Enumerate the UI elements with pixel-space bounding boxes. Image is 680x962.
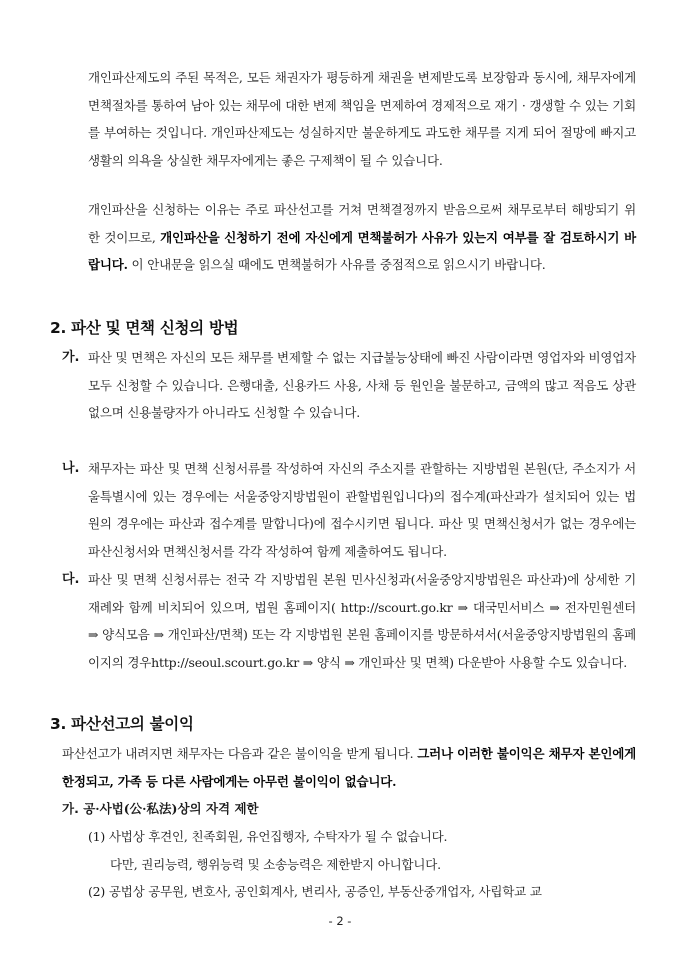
item-text: 파산 및 면책은 자신의 모든 채무를 변제할 수 없는 지급불능상태에 빠진 사람이라면 영업자와 비영업자 모두 신청할 수 있습니다. 은행대출, 신용카드 사용, 사채 등 원인을 불문하고, 금액의 많고 적음도 상관없으며 신용불량자가 아니라도 신청할 수 있습니다. xyxy=(88,350,636,420)
section-3-intro-start: 파산선고가 내려지면 채무자는 다음과 같은 불이익을 받게 됩니다. xyxy=(62,746,418,761)
section-2-item-na xyxy=(62,455,636,565)
section-2-item-da xyxy=(62,566,636,676)
intro-paragraph-2-emphasis: 개인파산을 신청하기 전에 자신에게 면책불허가 사유가 있는지 여부를 잘 검토하시기 바랍니다. xyxy=(88,229,636,272)
section-3-item-2: (2) 공법상 공무원, 변호사, 공인회계사, 변리사, 공증인, 부동산중개업자, 사립학교 교 xyxy=(88,884,542,899)
intro-paragraph-2-end: 이 안내문을 읽으실 때에도 면책불허가 사유를 중점적으로 읽으시기 바랍니다. xyxy=(127,257,546,272)
section-2-item-ga xyxy=(62,344,636,427)
section-3-subheading xyxy=(62,795,259,823)
subheading-title: 공·사법(公·私法)상의 자격 제한 xyxy=(83,801,259,816)
subheading-marker: 가. xyxy=(62,801,79,816)
section-3-item-1-continued: 다만, 권리능력, 행위능력 및 소송능력은 제한받지 아니합니다. xyxy=(110,857,441,872)
intro-paragraph-2-start: 개인파산을 신청하는 이유는 주로 파산선고를 거쳐 면책결정까지 받음으로써 채무로부터 해방되기 위한 것이므로, xyxy=(88,202,636,245)
intro-paragraph-2 xyxy=(88,196,636,279)
intro-paragraph-1 xyxy=(88,64,636,174)
item-text: 채무자는 파산 및 면책 신청서류를 작성하여 자신의 주소지를 관할하는 지방법원 본원(단, 주소지가 서울특별시에 있는 경우에는 서울중앙지방법원이 관할법원입니다)의 접수계(파산과가 설치되어 있는 법원의 경우에는 파산과 접수계를 말합니다)에 접수시키면 됩니다. 파산 및 면책신청서가 없는 경우에는 파산신청서와 면책신청서를 각각 작성하여 함께 제출하여도 됩니다. xyxy=(88,461,636,559)
intro-paragraph-1-text: 개인파산제도의 주된 목적은, 모든 채권자가 평등하게 채권을 변제받도록 보장함과 동시에, 채무자에게 면책절차를 통하여 남아 있는 채무에 대한 변제 책임을 면제하여 경제적으로 재기 · 갱생할 수 있는 기회를 부여하는 것입니다. 개인파산제도는 성실하지만 불운하게도 과도한 채무를 지게 되어 절망에 빠지고 생활의 의욕을 상실한 채무자에게는 좋은 구제책이 될 수 있습니다. xyxy=(88,70,636,168)
item-marker: 나. xyxy=(62,461,80,476)
item-text: 파산 및 면책 신청서류는 전국 각 지방법원 본원 민사신청과(서울중앙지방법원은 파산과)에 상세한 기재례와 함께 비치되어 있으며, 법원 홈페이지( http://scourt.go.kr ⇒ 대국민서비스 ⇒ 전자민원센터 ⇒ 양식모음 ⇒ 개인파산/면책) 또는 각 지방법원 본원 홈페이지를 방문하셔서(서울중앙지방법원의 홈페이지의 경우http://seoul.scourt.go.kr ⇒ 양식 ⇒ 개인파산 및 면책) 다운받아 사용할 수도 있습니다. xyxy=(88,572,636,670)
item-marker: 가. xyxy=(62,350,80,365)
item-marker: 다. xyxy=(62,572,80,587)
section-3-heading: 3. 파산선고의 불이익 xyxy=(50,715,194,733)
page-number: - 2 - xyxy=(328,914,352,928)
section-3-intro-emphasis: 그러나 이러한 불이익은 채무자 본인에게 한정되고, 가족 등 다른 사람에게는 아무런 불이익이 없습니다. xyxy=(62,746,636,789)
section-3-intro xyxy=(62,740,636,795)
section-3-item-1: (1) 사법상 후견인, 친족회원, 유언집행자, 수탁자가 될 수 없습니다. xyxy=(88,829,448,844)
section-2-heading: 2. 파산 및 면책 신청의 방법 xyxy=(50,319,239,337)
